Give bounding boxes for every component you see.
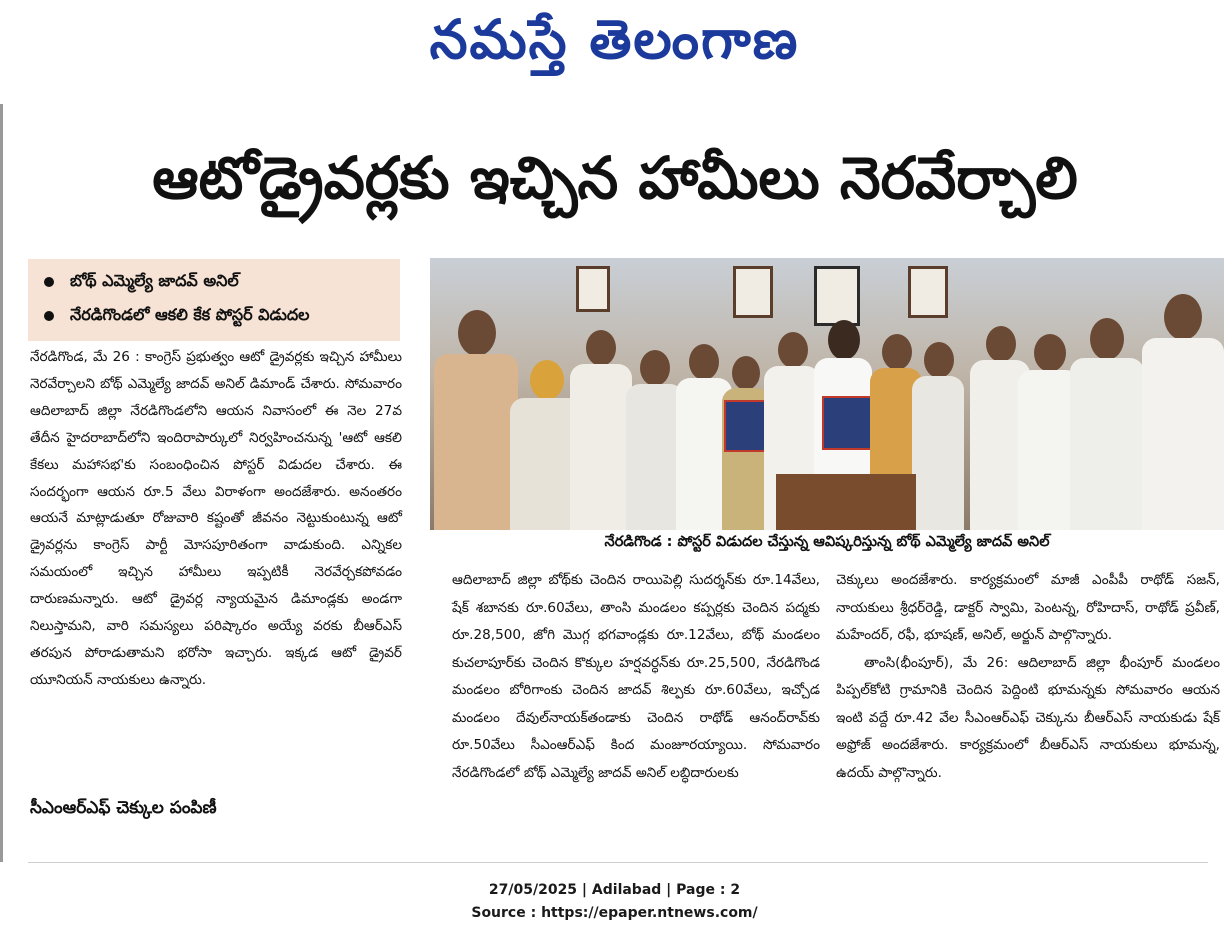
- article-paragraph: ఆదిలాబాద్ జిల్లా బోథ్‌కు చెందిన రాయిపెల్లి సుదర్శన్‌కు రూ.14వేలు, షేక్ శబానకు రూ.60వేలు, తాంసి మండలం కప్పర్లకు చెందిన పద్మకు రూ.28,500, జోగి మొగ్గ భగవాండ్లకు రూ.12వేలు, బోథ్ మండలం కుచలాపూర్‌కు చెందిన కొక్కుల హర్షవర్ధన్‌కు రూ.25,500, నేరడిగొండ మండలం బోరిగాంకు చెందిన జాదవ్ శిల్పకు రూ.60వేలు, ఇచ్చోడ మండలం దేవుల్‌నాయక్‌తండాకు చెందిన రాథోడ్ ఆనంద్‌రావ్‌కు రూ.50వేలు సీఎంఆర్ఎఫ్ కింద మంజూరయ్యాయి. సోమవారం నేరడిగొండలో బోథ్ ఎమ్మెల్యే జాదవ్ అనిల్ లబ్ధిదారులకు: [452, 572, 820, 781]
- summary-box: [28, 259, 400, 341]
- left-border: [0, 104, 3, 862]
- headline: ఆటోడ్రైవర్లకు ఇచ్చిన హామీలు నెరవేర్చాలి: [152, 144, 1078, 212]
- summary-text: నేరడిగొండలో ఆకలి కేక పోస్టర్ విడుదల: [70, 304, 310, 324]
- person: [912, 342, 964, 530]
- masthead-logo: నమస్తే తెలంగాణ: [429, 7, 800, 71]
- table-image: [776, 474, 916, 530]
- article-column-3: [836, 567, 1220, 787]
- section-subhead: సీఎంఆర్ఎఫ్ చెక్కుల పంపిణీ: [30, 798, 217, 818]
- summary-text: బోథ్ ఎమ్మెల్యే జాదవ్ అనిల్: [70, 270, 239, 290]
- article-paragraph: నేరడిగొండ, మే 26 : కాంగ్రెస్ ప్రభుత్వం ఆటో డ్రైవర్లకు ఇచ్చిన హామీలు నెరవేర్చాలని బోథ్ ఎమ్మెల్యే జాదవ్ అనిల్ డిమాండ్ చేశారు. సోమవారం ఆదిలాబాద్ జిల్లా నేరడిగొండలోని ఆయన నివాసంలో ఈ నెల 27వ తేదీన హైదరాబాద్‌లోని ఇందిరాపార్కులో నిర్వహించనున్న 'ఆటో ఆకలి కేకలు మహాసభ'కు సంబంధించిన పోస్టర్ విడుదల చేశారు. ఈ సందర్భంగా ఆయన రూ.5 వేలు విరాళంగా అందజేశారు. అనంతరం ఆయనే మాట్లాడుతూ రోజువారి కష్టంతో జీవనం నెట్టుకుంటున్న ఆటో డ్రైవర్లను కాంగ్రెస్ పార్టీ మోసపూరితంగా వాడుకుంది. ఎన్నికల సమయంలో ఇచ్చిన హామీలు ఇప్పటికీ నెరవేర్చకపోవడం దారుణమన్నారు. ఆటో డ్రైవర్ల న్యాయమైన డిమాండ్లకు అండగా నిలుస్తామని, వారి సమస్యలు పరిష్కారం అయ్యే వరకు బీఆర్ఎస్ తరపున పోరాడుతామని భరోసా ఇచ్చారు. ఇక్కడ ఆటో డ్రైవర్ యూనియన్ నాయకులు ఉన్నారు.: [30, 349, 402, 688]
- bullet-icon: [44, 277, 54, 287]
- summary-item: [38, 265, 390, 299]
- article-column-1: [30, 344, 402, 694]
- news-photo: [430, 258, 1224, 530]
- footer-source-link[interactable]: Source : https://epaper.ntnews.com/: [471, 905, 758, 921]
- article-paragraph: చెక్కులు అందజేశారు. కార్యక్రమంలో మాజీ ఎంపీపీ రాథోడ్ సజన్, నాయకులు శ్రీధర్‌రెడ్డి, డాక్టర్ స్వామి, పెంటన్న, రోహిదాస్, రాథోడ్ ప్రవీణ్, మహేందర్, రఫీ, భూషణ్, అనిల్, అర్జున్ పాల్గొన్నారు.: [836, 572, 1220, 643]
- article-paragraph: తాంసి(భీంపూర్), మే 26: ఆదిలాబాద్ జిల్లా భీంపూర్ మండలం పిప్పల్‌కోటి గ్రామానికి చెందిన పెద్దింటి భూమన్నకు సోమవారం ఆయన ఇంటి వద్దే రూ.42 వేల సీఎంఆర్ఎఫ్ చెక్కును బీఆర్ఎస్ నాయకుడు షేక్ అఫ్రోజ్ అందజేశారు. కార్యక్రమంలో బీఆర్ఎస్ నాయకులు భూమన్న, ఉదయ్ పాల్గొన్నారు.: [836, 654, 1220, 781]
- article-column-2: [452, 567, 820, 787]
- bullet-icon: [44, 311, 54, 321]
- person: [1142, 294, 1224, 530]
- summary-item: [38, 299, 390, 333]
- person: [434, 310, 518, 530]
- person: [570, 330, 632, 530]
- crowd-group: [430, 290, 1224, 530]
- footer-date-edition: 27/05/2025 | Adilabad | Page : 2: [488, 882, 741, 898]
- footer-divider: [28, 862, 1208, 863]
- photo-caption: నేరడిగొండ : పోస్టర్ విడుదల చేస్తున్న ఆవిష్కరిస్తున్న బోథ్ ఎమ్మెల్యే జాదవ్ అనిల్: [604, 534, 1050, 550]
- person: [1070, 318, 1144, 530]
